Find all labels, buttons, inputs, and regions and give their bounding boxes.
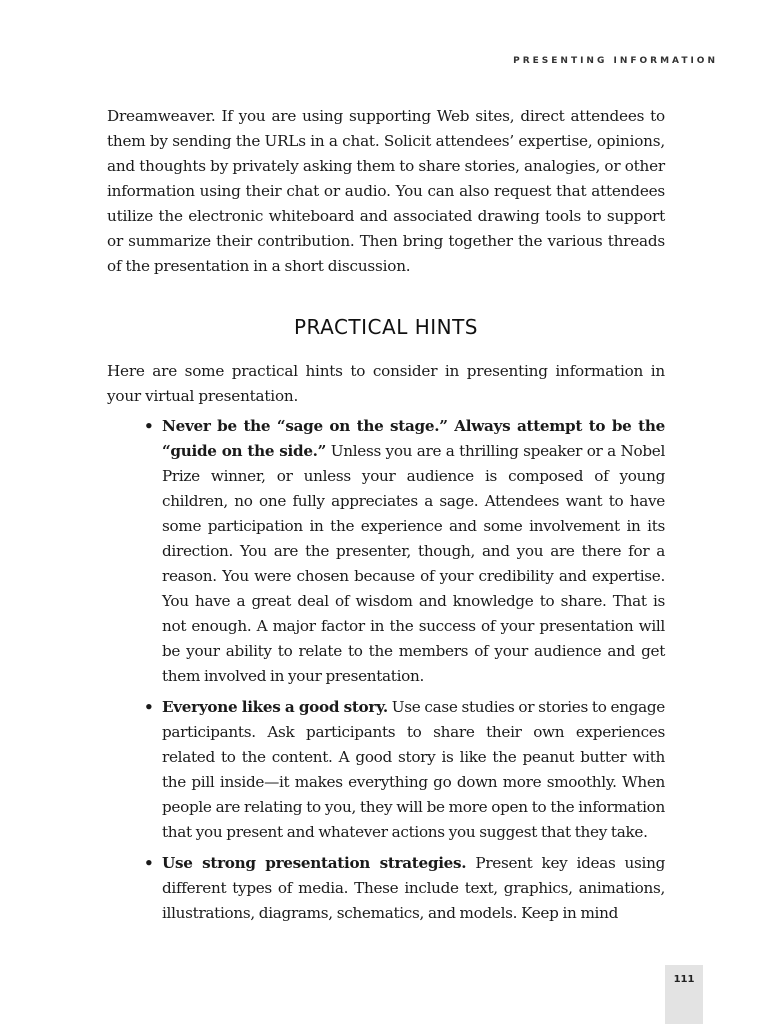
bullet-icon: • <box>144 417 154 435</box>
paragraph: Here are some practical hints to consider in presenting information in your virtual presentation. <box>107 362 665 405</box>
section-heading: PRACTICAL HINTS <box>293 315 478 339</box>
running-head: PRESENTING INFORMATION <box>513 56 718 66</box>
hint-lead: Never be the “sage on the stage.” Always attempt to be the “guide on the side.” <box>162 417 665 460</box>
list-item <box>144 695 665 845</box>
paragraph: Dreamweaver. If you are using supporting Web sites, direct attendees to them by sending the URLs in a chat. Solicit attendees’ expertise, opinions, and thoughts by privately asking them to share stories, analogies, or other information using their chat or audio. You can also request that attendees utilize the electronic whiteboard and associated drawing tools to support or summarize their contribution. Then bring together the various threads of the presentation in a short discussion. <box>107 107 665 275</box>
list-item <box>144 851 665 926</box>
continuation-text <box>107 104 665 279</box>
hint-text: Use case studies or stories to engage participants. Ask participants to share their own experiences related to the content. A good story is like the peanut butter with the pill inside—it makes everything go down more smoothly. When people are relating to you, they will be more open to the information that you present and whatever actions you suggest that they take. <box>162 698 665 841</box>
list-item <box>144 414 666 689</box>
intro-text <box>107 359 665 409</box>
page-number: 111 <box>673 974 695 985</box>
hints-list <box>144 414 666 932</box>
page-number-tab <box>665 965 703 1024</box>
hint-text: Present key ideas using different types of media. These include text, graphics, animations, illustrations, diagrams, schematics, and models. Keep in mind <box>162 854 665 922</box>
hint-text: Unless you are a thrilling speaker or a Nobel Prize winner, or unless your audience is composed of young children, no one fully appreciates a sage. Attendees want to have some participation in the experience and some involvement in its direction. You are the presenter, though, and you are there for a reason. You were chosen because of your credibility and expertise. You have a great deal of wisdom and knowledge to share. That is not enough. A major factor in the success of your presentation will be your ability to relate to the members of your audience and get them involved in your presentation. <box>162 442 666 685</box>
hint-lead: Use strong presentation strategies. <box>162 854 467 872</box>
bullet-icon: • <box>144 854 154 872</box>
hint-lead: Everyone likes a good story. <box>162 698 388 716</box>
bullet-icon: • <box>144 698 154 716</box>
